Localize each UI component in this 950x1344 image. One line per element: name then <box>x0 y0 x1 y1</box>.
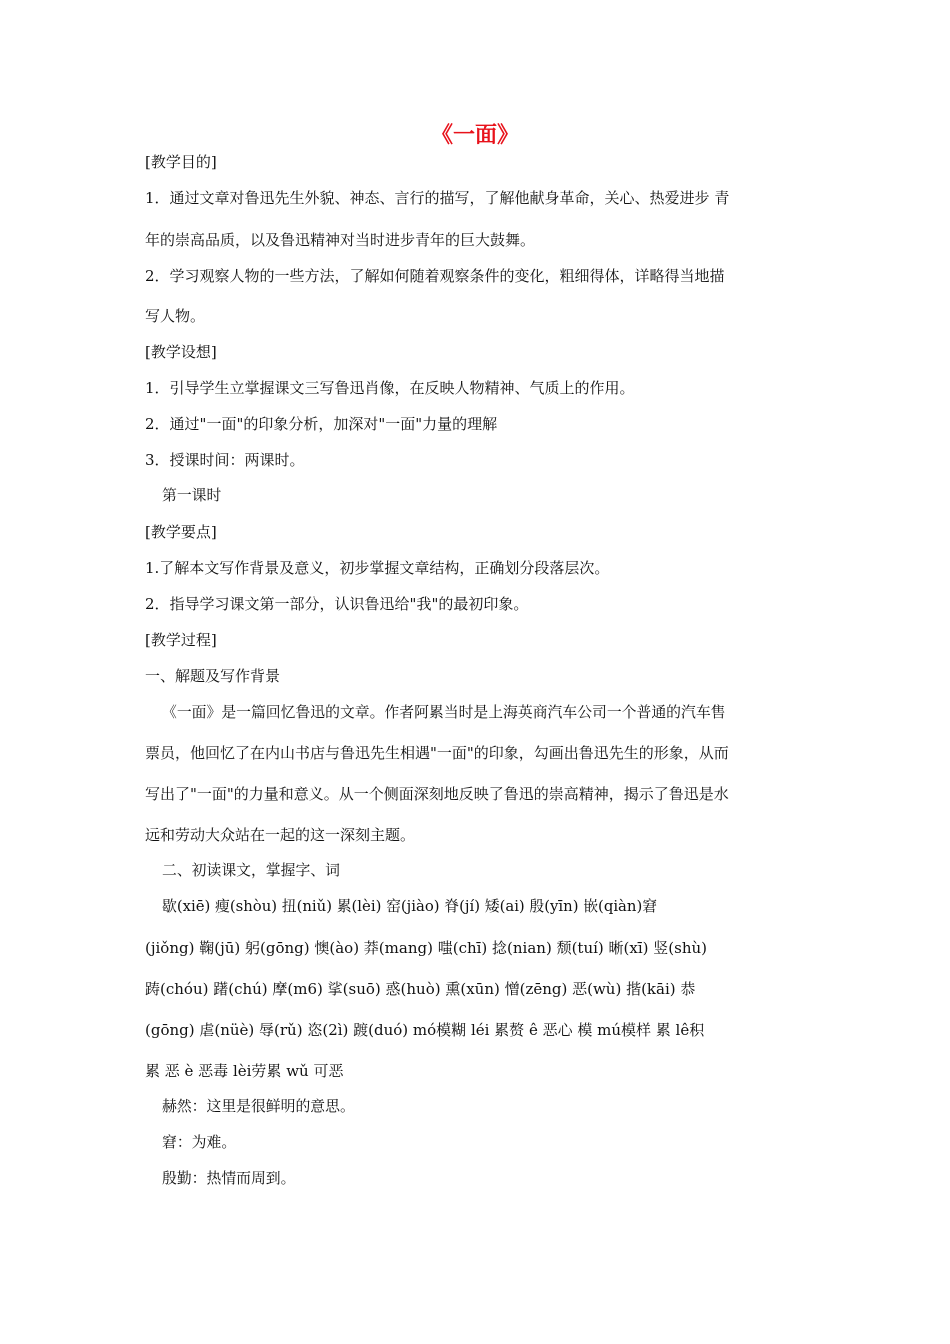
paragraph-line: 1．通过文章对鲁迅先生外貌、神态、言行的描写，了解他献身革命，关心、热爱进步 青 <box>145 189 730 207</box>
definition-line: 赫然：这里是很鲜明的意思。 <box>162 1098 355 1115</box>
lesson-heading: 第一课时 <box>162 487 222 504</box>
section-heading-process: [教学过程] <box>145 631 217 649</box>
vocab-line: 踌(chóu) 躇(chú) 摩(m6) 挲(suō) 惑(huò) 熏(xūn) 憎(zēng) 恶(wù) 揩(kāi) 恭 <box>145 980 696 998</box>
paragraph-line: 2．指导学习课文第一部分，认识鲁迅给"我"的最初印象。 <box>145 595 529 613</box>
paragraph-line: 2．通过"一面"的印象分析，加深对"一面"力量的理解 <box>145 415 498 433</box>
vocab-line: 歇(xiē) 瘦(shòu) 扭(niǔ) 累(lèi) 窑(jiào) 脊(jí) 矮(ai) 殷(yīn) 嵌(qiàn)窘 <box>162 898 658 915</box>
paragraph-line: 票员，他回忆了在内山书店与鲁迅先生相遇"一面"的印象，勾画出鲁迅先生的形象，从而 <box>145 744 729 762</box>
paragraph-line: 1.了解本文写作背景及意义，初步掌握文章结构，正确划分段落层次。 <box>145 559 610 577</box>
section-heading-design: [教学设想] <box>145 343 217 361</box>
document-title: 《一面》 <box>430 122 519 148</box>
paragraph-line: 2．学习观察人物的一些方法，了解如何随着观察条件的变化，粗细得体，详略得当地描 <box>145 267 725 285</box>
vocab-line: 累 恶 è 恶毒 lèi劳累 wǔ 可恶 <box>145 1062 344 1080</box>
section-heading-purpose: [教学目的] <box>145 153 217 171</box>
subsection-heading: 一、解题及写作背景 <box>145 667 281 685</box>
vocab-line: (jiǒng) 鞠(jū) 躬(gōng) 懊(ào) 莽(mang) 嗤(chī) 捻(nian) 颓(tuí) 晰(xī) 竖(shù) <box>145 939 707 957</box>
paragraph-line: 年的崇高品质，以及鲁迅精神对当时进步青年的巨大鼓舞。 <box>145 231 536 249</box>
vocab-line: (gōng) 虐(nüè) 辱(rǔ) 恣(2ì) 踱(duó) mó模糊 léi 累赘 ê 恶心 模 mú模样 累 lê积 <box>145 1021 705 1039</box>
paragraph-line: 《一面》是一篇回忆鲁迅的文章。作者阿累当时是上海英商汽车公司一个普通的汽车售 <box>162 704 726 721</box>
paragraph-line: 远和劳动大众站在一起的这一深刻主题。 <box>145 826 416 844</box>
paragraph-line: 写人物。 <box>145 307 206 325</box>
section-heading-points: [教学要点] <box>145 523 217 541</box>
paragraph-line: 3．授课时间：两课时。 <box>145 451 305 469</box>
paragraph-line: 1．引导学生立掌握课文三写鲁迅肖像，在反映人物精神、气质上的作用。 <box>145 379 635 397</box>
paragraph-line: 写出了"一面"的力量和意义。从一个侧面深刻地反映了鲁迅的崇高精神，揭示了鲁迅是水 <box>145 785 729 803</box>
definition-line: 殷勤：热情而周到。 <box>162 1170 296 1187</box>
subsection-heading: 二、初读课文，掌握字、词 <box>162 862 340 879</box>
definition-line: 窘：为难。 <box>162 1134 237 1151</box>
